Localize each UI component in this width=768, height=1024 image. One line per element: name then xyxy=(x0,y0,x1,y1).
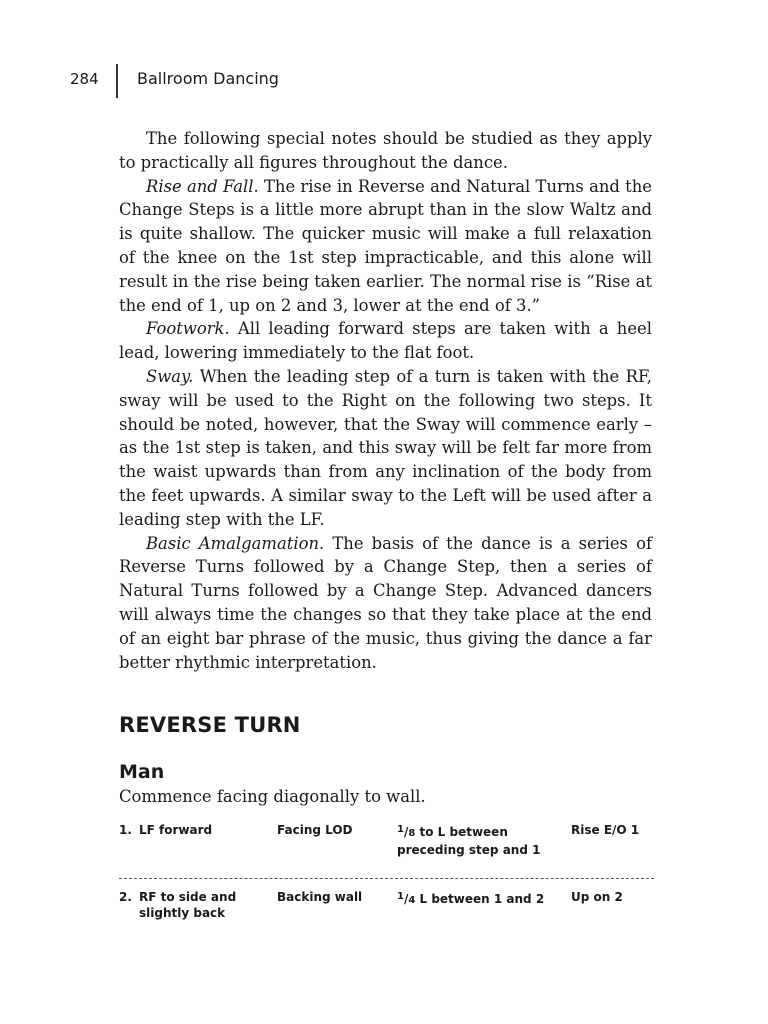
turn-fraction: $^1$/4 xyxy=(397,891,416,906)
fraction-denominator: 4 xyxy=(408,895,416,906)
paragraph-label: Basic Amalgamation. xyxy=(146,533,325,553)
paragraph-label: Sway. xyxy=(146,366,194,386)
step-alignment: Backing wall xyxy=(277,890,363,904)
step-turn xyxy=(397,822,547,858)
sub-heading: Man xyxy=(119,761,165,783)
paragraph-rise-and-fall xyxy=(119,175,652,318)
turn-fraction: $^1$/8 xyxy=(397,824,416,839)
running-header xyxy=(0,64,768,100)
turn-text: to L between preceding step and 1 xyxy=(397,825,541,857)
paragraph-text: The basis of the dance is a series of Reverse Turns followed by a Change Step, then a series of Natural Turns followed by a Change Step. Advanced dancers will always time the changes so that they take place at the end of an eight bar phrase of the music, thus giving the dance a far better rhythmic interpretation. xyxy=(119,533,653,672)
body-text xyxy=(119,127,652,674)
running-title: Ballroom Dancing xyxy=(137,69,279,88)
paragraph-sway xyxy=(119,365,652,532)
step-text: LF forward xyxy=(139,823,213,837)
step-row xyxy=(119,889,654,925)
step-row xyxy=(119,822,654,872)
section-heading: REVERSE TURN xyxy=(119,713,301,737)
paragraph-basic-amalgamation xyxy=(119,532,652,675)
step-number: 1. xyxy=(119,823,132,837)
step-number: 2. xyxy=(119,890,132,904)
paragraph-label: Rise and Fall. xyxy=(146,176,259,196)
fraction-denominator: 8 xyxy=(408,828,416,839)
paragraph-text: When the leading step of a turn is taken with the RF, sway will be used to the Right on the following two steps. It should be noted, however, that the Sway will commence early – as the 1st step is taken, and this sway will be felt far more from the waist upwards than from any inclination of the body from the feet upwards. A similar sway to the Left will be used after a leading step with the LF. xyxy=(119,366,652,529)
fraction-numerator: 1 xyxy=(397,891,404,902)
turn-text: L between 1 and 2 xyxy=(415,892,545,906)
paragraph-text: All leading forward steps are taken with a heel lead, lowering immediately to the flat foot. xyxy=(119,319,652,363)
paragraph-footwork xyxy=(119,317,652,365)
step-description xyxy=(119,822,269,838)
header-divider xyxy=(116,64,118,98)
step-rise: Up on 2 xyxy=(571,890,623,904)
paragraph-text: The rise in Reverse and Natural Turns and the Change Steps is a little more abrupt than in the slow Waltz and is quite shallow. The quicker music will make a full relaxation of the knee on the 1st step impracticable, and this alone will result in the rise being taken earlier. The normal rise is “Rise at the end of 1, up on 2 and 3, lower at the end of 3.” xyxy=(119,176,652,315)
step-rise: Rise E/O 1 xyxy=(571,823,640,837)
step-description xyxy=(119,889,269,921)
step-text: RF to side and slightly back xyxy=(139,890,237,920)
page-number: 284 xyxy=(70,70,99,88)
step-alignment: Facing LOD xyxy=(277,823,353,837)
step-turn xyxy=(397,889,547,909)
paragraph-label: Footwork. xyxy=(146,319,230,339)
paragraph-intro: The following special notes should be studied as they apply to practically all figures throughout the dance. xyxy=(119,129,652,172)
row-divider xyxy=(119,878,654,879)
intro-line: Commence facing diagonally to wall. xyxy=(119,787,426,806)
fraction-numerator: 1 xyxy=(397,824,404,835)
